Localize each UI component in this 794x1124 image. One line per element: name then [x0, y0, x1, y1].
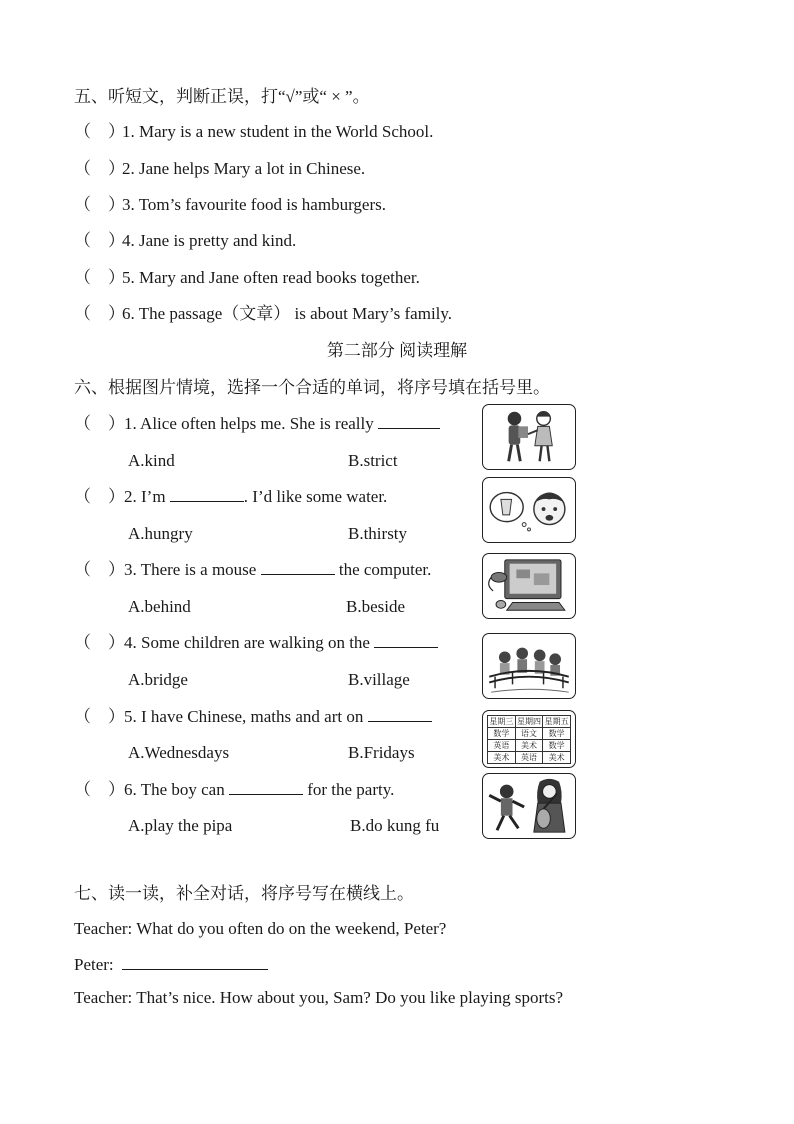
option-a[interactable]: A.hungry	[128, 524, 193, 543]
item-text: 5. Mary and Jane often read books together.	[122, 268, 420, 287]
item-text: 2. Jane helps Mary a lot in Chinese.	[122, 159, 366, 178]
timetable	[487, 715, 571, 764]
item-text: 1. Mary is a new student in the World School.	[122, 122, 434, 141]
timetable-cell: 美术	[488, 752, 516, 764]
option-a[interactable]: A.bridge	[128, 670, 188, 689]
choice-question-4	[74, 631, 438, 654]
answer-paren[interactable]: （ ）	[74, 707, 125, 726]
answer-blank[interactable]	[368, 705, 432, 722]
picture-thirsty-boy	[482, 477, 576, 543]
question-text: for the party.	[302, 780, 395, 799]
option-a[interactable]: A.Wednesdays	[128, 743, 230, 762]
answer-paren[interactable]: （ ）	[74, 414, 125, 433]
timetable-cell: 数学	[543, 740, 571, 752]
dialogue-line-teacher-1: Teacher: What do you often do on the weekend, Peter?	[74, 919, 447, 938]
judge-item-4	[74, 230, 296, 252]
computer-mouse-icon	[483, 554, 575, 618]
item-text: 4. Jane is pretty and kind.	[122, 231, 297, 250]
option-b[interactable]: B.thirsty	[348, 524, 408, 543]
answer-paren[interactable]: （ ）	[74, 780, 125, 799]
picture-timetable	[482, 710, 576, 768]
two-children-icon	[483, 405, 575, 469]
question-text: 6. The boy can	[124, 780, 229, 799]
choice-question-3	[74, 558, 431, 581]
question-text: 5. I have Chinese, maths and art on	[124, 707, 368, 726]
judge-item-6	[74, 303, 452, 325]
answer-blank[interactable]	[374, 631, 438, 648]
option-a[interactable]: A.behind	[128, 597, 191, 616]
choice-question-6	[74, 778, 394, 801]
option-b[interactable]: B.village	[348, 670, 410, 689]
timetable-cell: 语文	[515, 728, 543, 740]
answer-paren[interactable]: （ ）	[74, 122, 125, 141]
children-on-bridge-icon	[483, 634, 575, 698]
section6-heading: 六、根据图片情境，选择一个合适的单词，将序号填在括号里。	[74, 378, 550, 397]
item-text: 3. Tom’s favourite food is hamburgers.	[122, 195, 387, 214]
answer-paren[interactable]: （ ）	[74, 195, 125, 214]
option-b[interactable]: B.Fridays	[348, 743, 415, 762]
timetable-cell: 美术	[543, 752, 571, 764]
dialogue-speaker: Peter:	[74, 955, 118, 974]
answer-blank[interactable]	[378, 412, 440, 429]
choice-question-1	[74, 412, 440, 435]
answer-blank[interactable]	[170, 485, 244, 502]
dialogue-line-teacher-2: Teacher: That’s nice. How about you, Sam? Do you like playing sports?	[74, 988, 564, 1007]
answer-blank[interactable]	[261, 558, 335, 575]
picture-kungfu-pipa	[482, 773, 576, 839]
judge-item-1	[74, 121, 433, 143]
answer-paren[interactable]: （ ）	[74, 487, 125, 506]
timetable-cell: 英语	[515, 752, 543, 764]
part2-title: 第二部分 阅读理解	[326, 341, 468, 360]
section7-heading: 七、读一读，补全对话，将序号写在横线上。	[74, 884, 414, 903]
answer-blank[interactable]	[229, 778, 303, 795]
option-a[interactable]: A.play the pipa	[128, 816, 233, 835]
option-b[interactable]: B.strict	[348, 451, 398, 470]
timetable-header: 星期三	[489, 717, 514, 726]
question-text: 2. I’m	[124, 487, 170, 506]
picture-helping-friends	[482, 404, 576, 470]
item-text: 6. The passage（文章） is about Mary’s family.	[122, 304, 453, 323]
answer-paren[interactable]: （ ）	[74, 633, 125, 652]
timetable-header: 星期四	[516, 717, 541, 726]
question-text: 1. Alice often helps me. She is really	[124, 414, 378, 433]
judge-item-3	[74, 194, 386, 216]
timetable-cell: 数学	[543, 728, 571, 740]
question-text: 3. There is a mouse	[124, 560, 261, 579]
dialogue-line-peter	[74, 953, 268, 976]
option-b[interactable]: B.do kung fu	[350, 816, 440, 835]
judge-item-5	[74, 267, 420, 289]
answer-paren[interactable]: （ ）	[74, 231, 125, 250]
timetable-header: 星期五	[544, 717, 569, 726]
answer-paren[interactable]: （ ）	[74, 268, 125, 287]
question-text: the computer.	[334, 560, 432, 579]
picture-children-bridge	[482, 633, 576, 699]
answer-paren[interactable]: （ ）	[74, 560, 125, 579]
timetable-cell: 美术	[515, 740, 543, 752]
thirsty-boy-icon	[483, 478, 575, 542]
picture-mouse-computer	[482, 553, 576, 619]
question-text: 4. Some children are walking on the	[124, 633, 375, 652]
question-text: . I’d like some water.	[243, 487, 388, 506]
timetable-cell: 数学	[488, 728, 516, 740]
choice-question-2	[74, 485, 387, 508]
choice-question-5	[74, 705, 432, 728]
answer-paren[interactable]: （ ）	[74, 304, 125, 323]
judge-item-2	[74, 158, 365, 180]
timetable-cell: 英语	[488, 740, 516, 752]
answer-blank[interactable]	[122, 953, 268, 970]
answer-paren[interactable]: （ ）	[74, 159, 125, 178]
option-a[interactable]: A.kind	[128, 451, 175, 470]
option-b[interactable]: B.beside	[346, 597, 406, 616]
boy-and-girl-performing-icon	[483, 774, 575, 838]
section5-heading: 五、听短文，判断正误，打“√”或“ × ”。	[74, 87, 370, 106]
